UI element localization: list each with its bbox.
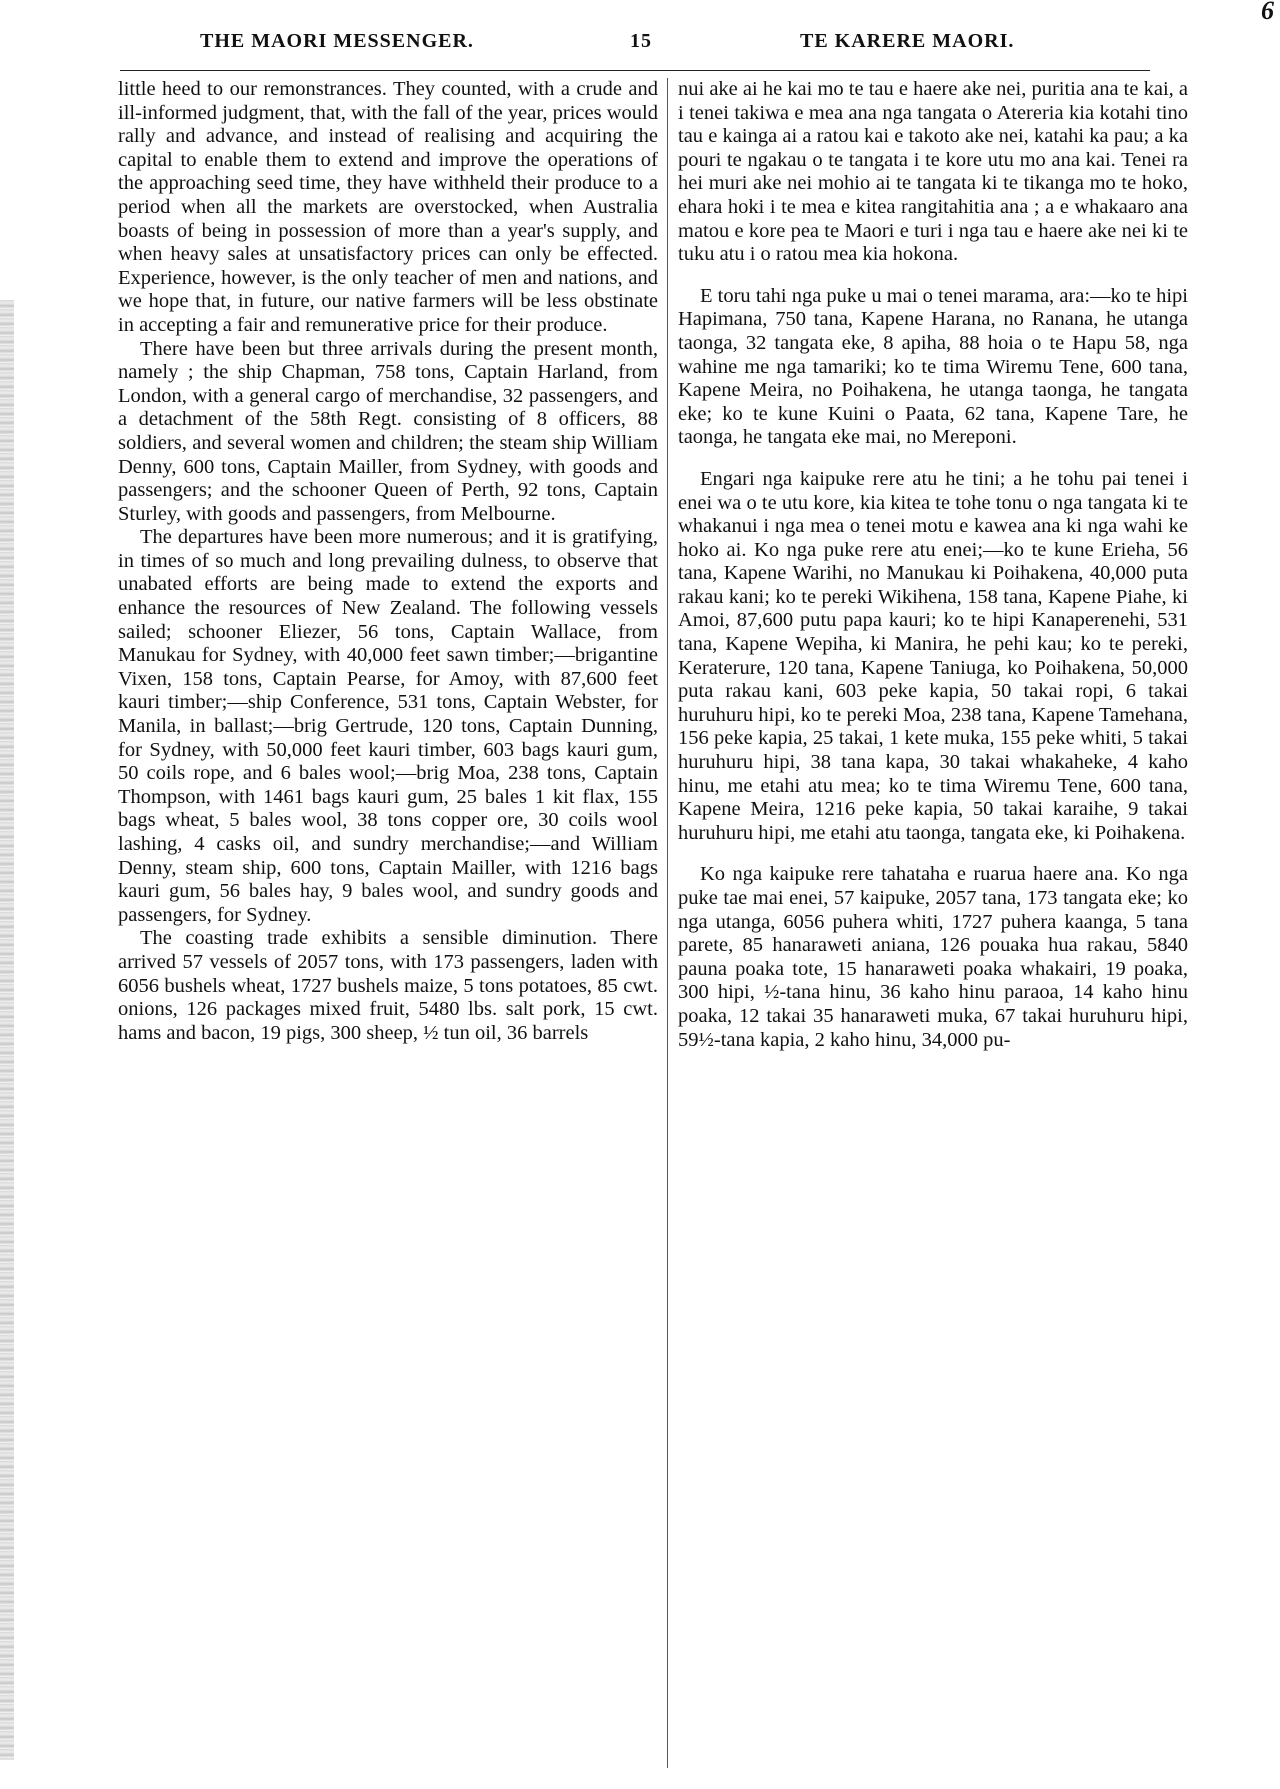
maori-column bbox=[678, 78, 1188, 1768]
header-title-english: THE MAORI MESSENGER. bbox=[200, 30, 474, 52]
maori-paragraph-1: nui ake ai he kai mo te tau e haere ake nei, puritia ana te kai, a i tenei takiwa e mea ana nga tangata o Atereria kia kotahi tino tau e kainga ai a ratou kai e takoto ake nei, katahi ka pau; a ka pouri te ngakau o te tangata i te kore utu mo ana kai. Tenei ra hei muri ake nei mohio ai te tangata ki te tikanga mo te hoko, ehara hoki i te mea e kitea rangitahitia ana ; a e whakaaro ana matou e kore pea te Maori e turi i nga tau e haere ake nei ki te tuku atu i o ratou mea kia hokona. bbox=[678, 78, 1188, 266]
header-rule bbox=[120, 70, 1150, 71]
english-column bbox=[118, 78, 658, 1768]
maori-paragraph-2: E toru tahi nga puke u mai o tenei marama, ara:—ko te hipi Hapimana, 750 tana, Kapene Harana, no Ranana, he utanga taonga, 32 tangata eke, 8 apiha, 88 hoia o te Hapu 58, nga wahine me nga tamariki; ko te tima Wiremu Tene, 600 tana, Kapene Meira, no Poihakena, he utanga taonga, he tangata eke; ko te kune Kuini o Paata, 62 tana, Kapene Tare, he taonga, he tangata eke mai, no Mereponi. bbox=[678, 284, 1188, 449]
scan-edge-shadow bbox=[0, 300, 14, 1760]
column-divider bbox=[667, 78, 668, 1768]
english-paragraph-3: The departures have been more numerous; and it is gratifying, in times of so much and long prevailing dulness, to observe that unabated efforts are being made to extend the exports and enhance the resources of New Zealand. The following vessels sailed; schooner Eliezer, 56 tons, Captain Wallace, from Manukau for Sydney, with 40,000 feet sawn timber;—brigantine Vixen, 158 tons, Captain Pearse, for Amoy, with 87,600 feet kauri timber;—ship Conference, 531 tons, Captain Webster, for Manila, in ballast;—brig Gertrude, 120 tons, Captain Dunning, for Sydney, with 50,000 feet kauri timber, 603 bags kauri gum, 50 coils rope, and 6 bales wool;—brig Moa, 238 tons, Captain Thompson, with 1461 bags kauri gum, 25 bales 1 kit flax, 155 bags wheat, 5 bales wool, 38 tons copper ore, 30 coils wool lashing, 4 casks oil, and sundry merchandise;—and William Denny, steam ship, 600 tons, Captain Mailler, with 1216 bags kauri gum, 56 bales hay, 9 bales wool, and sundry goods and passengers, for Sydney. bbox=[118, 526, 658, 926]
english-paragraph-4: The coasting trade exhibits a sensible diminution. There arrived 57 vessels of 2057 tons, with 173 passengers, laden with 6056 bushels wheat, 1727 bushels maize, 5 tons potatoes, 85 cwt. onions, 126 packages mixed fruit, 5480 lbs. salt pork, 15 cwt. hams and bacon, 19 pigs, 300 sheep, ½ tun oil, 36 barrels bbox=[118, 927, 658, 1044]
corner-mark: 6 bbox=[1261, 0, 1274, 25]
header-title-maori: TE KARERE MAORI. bbox=[800, 30, 1015, 52]
page-header bbox=[120, 30, 1150, 66]
maori-paragraph-3: Engari nga kaipuke rere atu he tini; a he tohu pai tenei i enei wa o te utu kore, kia kitea te tohe tonu o nga tangata ki te whakanui i nga mea o tenei motu e kawea ana ki nga wahi ke hoko ai. Ko nga puke rere atu enei;—ko te kune Erieha, 56 tana, Kapene Warihi, no Manukau ki Poihakena, 40,000 puta rakau kani; ko te pereki Wikihena, 158 tana, Kapene Piahe, ki Amoi, 87,600 putu papa kauri; ko te hipi Kanaperenehi, 531 tana, Kapene Wepiha, ki Manira, he pehi kau; ko te pereki, Keraterure, 120 tana, Kapene Taniuga, ko Poihakena, 50,000 puta rakau kani, 603 peke kapia, 50 takai ropi, 6 takai huruhuru hipi, ko te pereki Moa, 238 tana, Kapene Tamehana, 156 peke kapia, 25 takai, 1 kete muka, 155 peke whiti, 5 takai huruhuru hipi, 38 tana kapa, 30 takai whakaheke, 4 kaho hinu, me etahi atu mea; ko te tima Wiremu Tene, 600 tana, Kapene Meira, 1216 peke kapia, 50 takai karaihe, 9 takai huruhuru hipi, me etahi atu taonga, tangata eke, ki Poihakena. bbox=[678, 467, 1188, 844]
page-number: 15 bbox=[630, 30, 652, 52]
english-paragraph-1: little heed to our remonstrances. They counted, with a crude and ill-informed judgment, that, with the fall of the year, prices would rally and advance, and instead of realising and acquiring the capital to enable them to extend and improve the operations of the approaching seed time, they have withheld their produce to a period when all the markets are overstocked, when Australia boasts of being in possession of more than a year's supply, and when heavy sales at unsatisfactory prices can only be effected. Experience, however, is the only teacher of men and nations, and we hope that, in future, our native farmers will be less obstinate in accepting a fair and remunerative price for their produce. bbox=[118, 78, 658, 336]
english-paragraph-2: There have been but three arrivals during the present month, namely ; the ship Chapman, 758 tons, Captain Harland, from London, with a general cargo of merchandise, 32 passengers, and a detachment of the 58th Regt. consisting of 8 officers, 88 soldiers, and several women and children; the steam ship William Denny, 600 tons, Captain Mailler, from Sydney, with goods and passengers; and the schooner Queen of Perth, 92 tons, Captain Sturley, with goods and passengers, from Melbourne. bbox=[118, 337, 658, 525]
maori-paragraph-4: Ko nga kaipuke rere tahataha e ruarua haere ana. Ko nga puke tae mai enei, 57 kaipuke, 2057 tana, 173 tangata eke; ko nga utanga, 6056 puhera whiti, 1727 puhera kaanga, 5 tana parete, 85 hanaraweti aniana, 126 pouaka hua rakau, 5840 pauna poaka tote, 15 hanaraweti poaka whakairi, 19 poaka, 300 hipi, ½-tana hinu, 36 kaho hinu paraoa, 14 kaho hinu poaka, 12 takai 35 hanaraweti muka, 67 takai huruhuru hipi, 59½-tana kapia, 2 kaho hinu, 34,000 pu- bbox=[678, 863, 1188, 1051]
